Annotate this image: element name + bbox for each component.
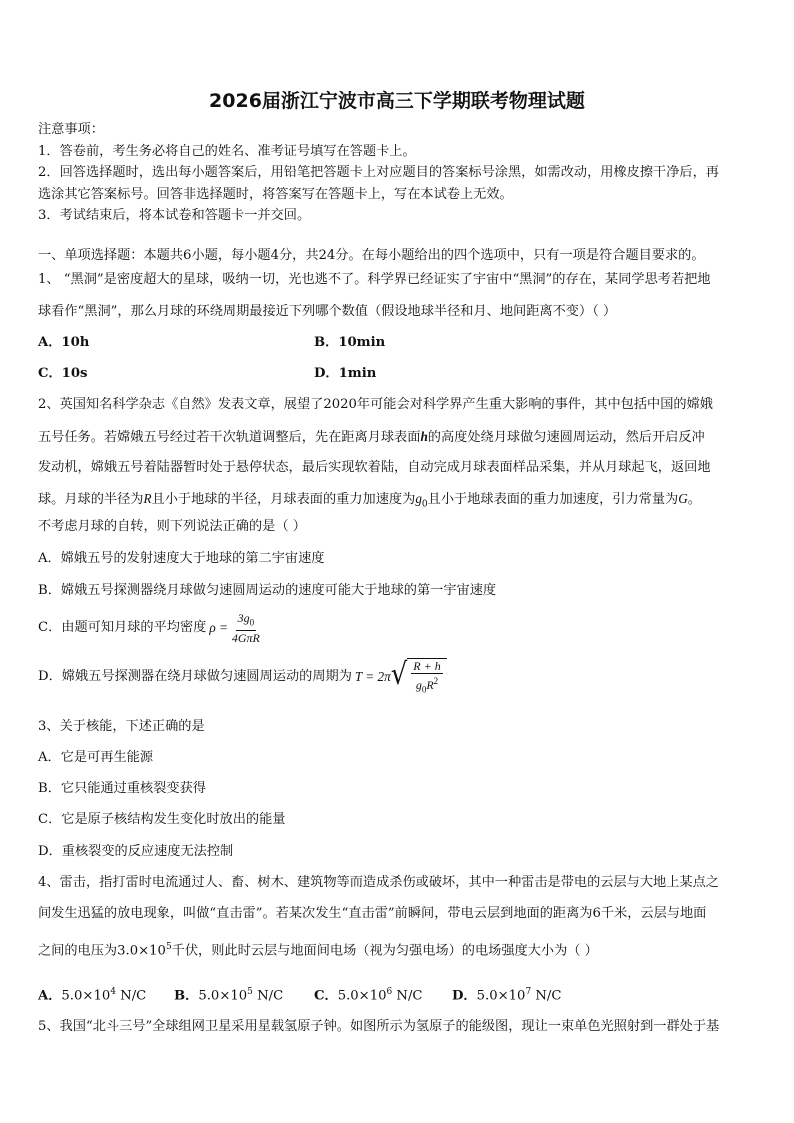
q4-stem-line3	[38, 938, 758, 960]
notice-item-3: 3．考试结束后，将本试卷和答题卡一并交回。	[38, 208, 311, 223]
q2-option-c-denominator: 4GπR	[231, 630, 260, 645]
q4-stem-line1: 4、雷击，指打雷时电流通过人、畜、树木、建筑物等而造成杀伤或破坏，其中一种雷击是带电的云层与大地上某点之	[38, 875, 719, 890]
q4-option-d	[452, 983, 561, 1005]
q4-option-c	[314, 983, 423, 1005]
q4-option-b	[174, 983, 283, 1005]
q4-line3-text-b: 千伏，则此时云层与地面间电场（视为匀强电场）的电场强度大小为（ ）	[171, 943, 598, 959]
q2-symbol-R: R	[143, 491, 152, 506]
q4-option-b-label: B．	[174, 988, 199, 1004]
radical-sign-icon: √	[390, 657, 408, 692]
q2-option-d-sqrt	[391, 658, 447, 696]
q4-option-c-unit: N/C	[392, 988, 423, 1004]
q2-symbol-g: g	[415, 491, 422, 506]
q4-line2-text-a: 间发生迅猛的放电现象，叫做“直击雷”。若某次发生“直击雷”前瞬间，带电云层到地面的距离为	[38, 906, 593, 921]
q1-option-a: A．10h	[38, 335, 90, 350]
q2-option-d-lhs: T = 2π	[354, 669, 391, 684]
q2-option-a: A．嫦娥五号的发射速度大于地球的第二宇宙速度	[38, 551, 325, 566]
q4-option-d-exp: 7	[525, 987, 532, 997]
notice-item-2: 2．回答选择题时，选出每小题答案后，用铅笔把答题卡上对应题目的答案标号涂黑，如需改动，用橡皮擦干净后，再	[38, 165, 719, 180]
q4-option-b-exp: 5	[247, 987, 253, 997]
q4-option-c-label: C．	[314, 988, 338, 1004]
q2-stem-line4	[38, 490, 758, 514]
q4-line2-text-b: 千米，云层与地面	[600, 906, 707, 921]
notice-heading: 注意事项：	[38, 122, 104, 137]
q4-stem-line2	[38, 905, 758, 923]
q2-option-c-text: C．由题可知月球的平均密度	[38, 620, 207, 635]
q2-option-c	[38, 610, 264, 646]
q2-option-d-den-R: R	[426, 677, 434, 692]
q1-option-d: D．1min	[314, 366, 377, 381]
q5-stem-line1: 5、我国“北斗三号”全球组网卫星采用星载氢原子钟。如图所示为氢原子的能级图，现让一束单色光照射到一群处于基	[38, 1019, 720, 1034]
q4-option-a	[38, 983, 146, 1005]
section-heading: 一、单项选择题：本题共6小题，每小题4分，共24分。在每小题给出的四个选项中，只有一项是符合题目要求的。	[38, 248, 705, 263]
q4-voltage-exp: 5	[165, 942, 172, 952]
q2-option-b: B．嫦娥五号探测器绕月球做匀速圆周运动的速度可能大于地球的第一宇宙速度	[38, 583, 497, 598]
q2-option-d-den-sub: 0	[421, 684, 427, 695]
q4-distance-value: 6	[592, 906, 601, 921]
q2-option-c-numerator: 3g	[237, 611, 250, 626]
q1-option-c: C．10s	[38, 366, 88, 381]
q2-line2-text-b: 的高度处绕月球做匀速圆周运动，然后开启反冲	[427, 430, 705, 445]
q2-option-c-fraction	[230, 611, 262, 644]
q2-line4-text-d: 。	[687, 492, 701, 507]
q2-stem-line1: 2、英国知名科学杂志《自然》发表文章，展望了2020年可能会对科学界产生重大影响的事件，其中包括中国的嫦娥	[38, 397, 713, 412]
q2-stem-line2	[38, 428, 758, 447]
q1-option-b: B．10min	[314, 335, 386, 350]
q2-line4-text-c: 且小于地球表面的重力加速度，引力常量为	[427, 492, 679, 507]
q4-option-c-exp: 6	[386, 987, 393, 997]
q2-symbol-G: G	[678, 491, 688, 506]
q2-option-d-text: D．嫦娥五号探测器在绕月球做匀速圆周运动的周期为	[38, 669, 352, 684]
q2-line4-text-a: 球。月球的半径为	[38, 492, 144, 507]
q2-stem-line3: 发动机，嫦娥五号着陆器暂时处于悬停状态，最后实现软着陆，自动完成月球表面样品采集，并从月球起飞，返回地	[38, 460, 711, 475]
q4-option-a-label: A．	[38, 988, 62, 1004]
notice-item-2-cont: 选涂其它答案标号。回答非选择题时，将答案写在答题卡上，写在本试卷上无效。	[38, 187, 513, 202]
q2-symbol-h: h	[420, 429, 428, 444]
notice-item-1: 1．答卷前，考生务必将自己的姓名、准考证号填写在答题卡上。	[38, 144, 416, 159]
q4-option-d-label: D．	[452, 988, 477, 1004]
q4-line3-text-a: 之间的电压为	[38, 943, 118, 959]
q1-stem-line1: 1、 “黑洞”是密度超大的星球，吸纳一切，光也逃不了。科学界已经证实了宇宙中“黑洞”的存在，某同学思考若把地	[38, 272, 711, 287]
q3-option-b: B．它只能通过重核裂变获得	[38, 781, 206, 796]
q2-stem-line5: 不考虑月球的自转，则下列说法正确的是（ ）	[38, 519, 306, 534]
exam-title: 2026届浙江宁波市高三下学期联考物理试题	[209, 90, 585, 112]
q2-option-c-rho: ρ =	[209, 620, 228, 635]
q4-option-c-mantissa: 5.0×10	[337, 988, 387, 1004]
q3-option-a: A．它是可再生能源	[38, 750, 154, 765]
q2-option-d	[38, 654, 447, 700]
q4-option-a-mantissa: 5.0×10	[61, 988, 111, 1004]
q4-option-b-unit: N/C	[252, 988, 284, 1004]
q4-option-b-mantissa: 5.0×10	[198, 988, 248, 1004]
q2-option-c-numerator-sub: 0	[249, 617, 255, 628]
q3-stem: 3、关于核能，下述正确的是	[38, 719, 205, 734]
q4-option-a-unit: N/C	[115, 988, 147, 1004]
q2-symbol-g-sub: 0	[421, 499, 428, 510]
q2-option-d-den-sup: 2	[433, 675, 439, 686]
q2-option-d-den-g: g	[415, 677, 422, 692]
q1-stem-line2: 球看作“黑洞”，那么月球的环绕周期最接近下列哪个数值（假设地球半径和月、地间距离不变）（ ）	[38, 304, 617, 319]
q2-line4-text-b: 且小于地球的半径，月球表面的重力加速度为	[151, 492, 416, 507]
q3-option-c: C．它是原子核结构发生变化时放出的能量	[38, 812, 286, 827]
q4-option-d-mantissa: 5.0×10	[476, 988, 526, 1004]
q4-option-a-exp: 4	[110, 987, 116, 997]
q2-option-d-fraction	[411, 659, 442, 696]
q4-voltage-value: 3.0×10	[117, 943, 166, 959]
q2-option-d-numerator: R + h	[413, 658, 441, 673]
q4-option-d-unit: N/C	[531, 988, 562, 1004]
q2-line2-text-a: 五号任务。若嫦娥五号经过若干次轨道调整后，先在距离月球表面	[38, 430, 421, 445]
q3-option-d: D．重核裂变的反应速度无法控制	[38, 844, 234, 859]
